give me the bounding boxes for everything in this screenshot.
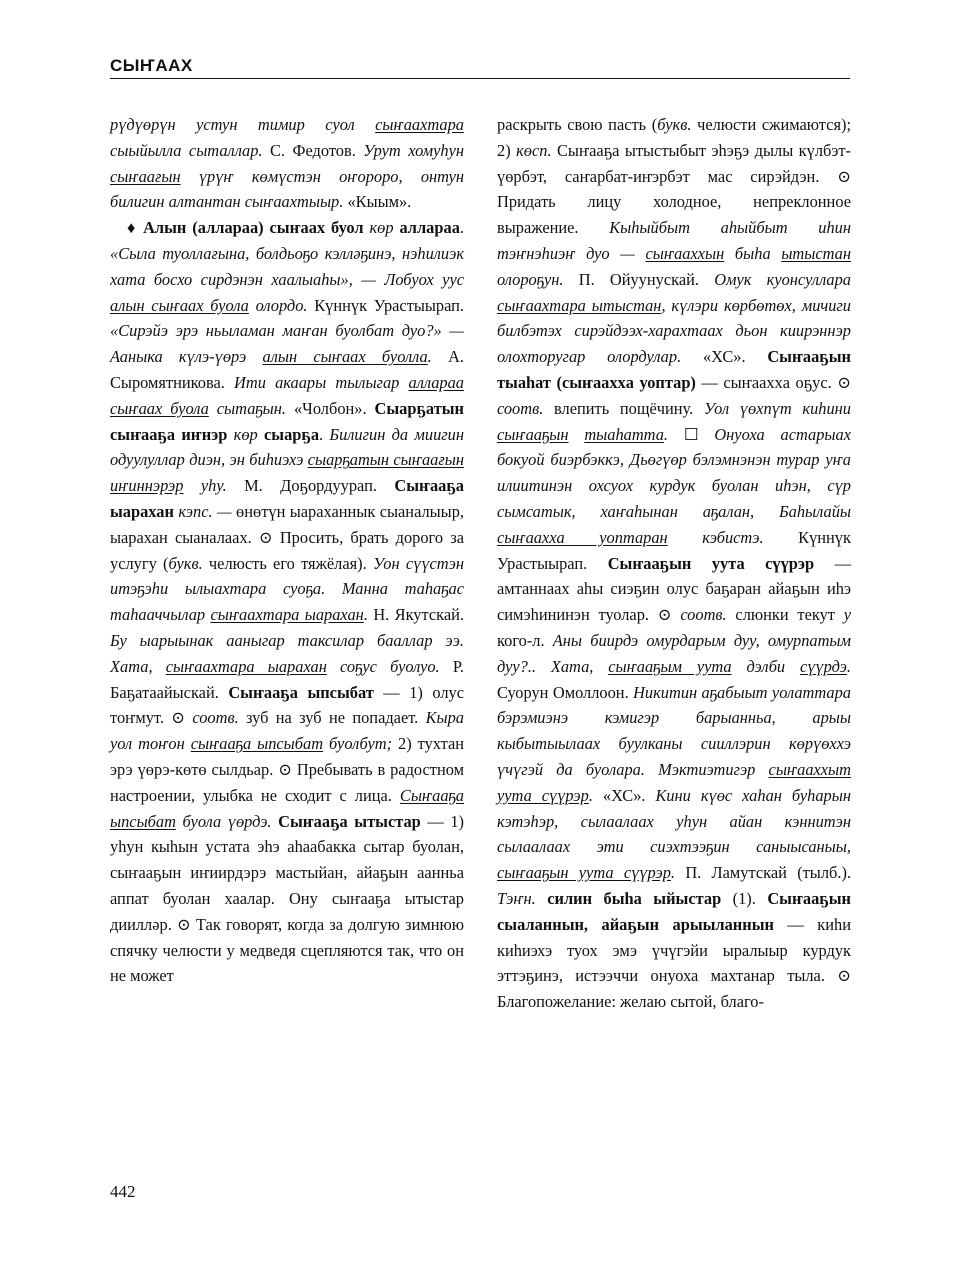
text-run: өнөтүн ыараханнык сыаналыыр, ыарахан сыаналаах. ⊙ Просить, брать дорого за услугу ( <box>110 501 464 573</box>
text-run: . <box>588 785 603 805</box>
paragraph <box>110 215 464 989</box>
text-run: Бу ыарыынак ааныгар таксилар бааллар ээ. Хата, <box>110 630 464 676</box>
text-run: көр <box>227 424 264 444</box>
text-run: влепить пощёчину. <box>543 398 704 418</box>
text-run: — амтаннаах аһы сиэҕин олус баҕаран айаҕын иһэ симэһининэн туолар. ⊙ <box>497 553 851 625</box>
header-rule <box>110 78 850 79</box>
text-run: . <box>427 347 449 367</box>
text-run: соотв. <box>680 605 727 625</box>
text-run: С. Федотов. <box>270 140 364 160</box>
paragraph <box>110 112 464 215</box>
text-run: сыарҕатын сыҥаағын иҥиннэрэр <box>110 450 464 496</box>
text-run: А. Сыромятникова. <box>110 347 464 392</box>
text-run: челюсти сжимаются); 2) <box>497 115 851 160</box>
text-run: «Чолбон». <box>293 398 375 418</box>
text-run: Омук куонсуллара <box>714 269 852 289</box>
text-run: , күлэри көрбөтөх, мичиги билбэтэх сирэйдээх-харахтаах дьон киирэннэр олохторугар олордулар. <box>497 295 851 367</box>
text-run: «ХС». <box>602 785 656 805</box>
text-run: . <box>319 424 330 444</box>
text-run: Сыарҕатын сыҥааҕа иҥнэр <box>110 398 464 444</box>
text-run: . <box>670 863 686 883</box>
text-run: сыҥааҕым уута <box>608 656 732 676</box>
text-run: сыыйылла сыталлар. <box>110 140 270 160</box>
text-run: Сыҥааҕа ыпсыбат <box>110 785 464 831</box>
text-run: «ХС». <box>702 347 768 367</box>
text-run: уһу. <box>183 476 245 496</box>
text-run: «Сыла туоллағына, болдьоҕо кэлләҕинэ, нэһилиэк хата босхо сирдэнэн хаалыаhы», — Лобуох уус <box>110 243 464 289</box>
text-run: ытыстан <box>781 243 851 263</box>
text-run: алларaa <box>399 218 460 238</box>
text-run: Ити акаары тылыгар <box>234 372 409 392</box>
text-run: сыҥааҕын уута сүүрэр <box>497 863 671 883</box>
text-run: Онуоха астарыах бокуой биэрбэккэ, Дьөгүөр бэлэмнэнэн турар уҥа илиитинэн охсуох курдук буолан иһэн, сүр сымсатык, хаҥаһынан аҕалан, Баһылайы <box>497 424 851 521</box>
text-run: . <box>363 605 374 625</box>
text-run: кэпс. — <box>173 501 237 521</box>
running-header: СЫҤААХ <box>110 56 193 75</box>
text-run: — сыҥааххa оҕус. ⊙ <box>695 372 851 392</box>
text-run: тыаһатта <box>584 424 664 444</box>
text-run: дэлби <box>731 656 800 676</box>
left-column <box>110 112 464 989</box>
text-run: алын сыҥаах буолла <box>262 347 428 367</box>
text-run: — киһи киһиэхэ туох эмэ үчүгэйи ыралыыр курдук эттэҕинэ, истээччи онуоха махтанар тыла. ⊙ Благопожелание: желаю сытой, благо- <box>497 914 851 1012</box>
text-run: Уон сүүстэн итэҕэһи ылыахтара суоҕа. Манна таһаҕас таһааччылар <box>110 553 464 625</box>
text-run: ♦ Алын (алларaa) сыҥаах буол <box>127 218 364 238</box>
right-column <box>497 112 851 1015</box>
text-run: раскрыть свою пасть ( <box>497 115 658 134</box>
text-run: силин быһа ыйыстар <box>547 888 722 908</box>
text-run: сыҥаахтара ытыстан <box>497 295 662 315</box>
text-run: сыҥааххa уоптаран <box>497 527 668 547</box>
text-run: үрүҥ көмүстэн оҥороро, онтун билигин алтантан сыҥаахтыыр. <box>110 166 464 212</box>
text-run: Билигин да миигин одуулуллар диэн, эн биһиэхэ <box>110 424 464 470</box>
text-run: олордо. <box>248 295 315 315</box>
text-run: көсп. <box>516 140 552 160</box>
text-run: буолбут; <box>323 734 399 754</box>
text-run: рүдүөрүн устун тимир суол <box>110 115 376 134</box>
text-run: соотв. <box>497 398 544 418</box>
text-run: соҕус буолуо. <box>326 656 453 676</box>
text-run: . <box>846 656 852 676</box>
text-run: Сыҥааҕын уута сүүрэр <box>607 553 815 573</box>
text-run: — 1) олус тоҥмут. ⊙ <box>110 682 464 728</box>
text-run <box>536 889 547 908</box>
text-run: у <box>843 605 852 625</box>
text-run: . <box>459 218 464 238</box>
text-run: сыҥаахтара ыарахан <box>165 656 327 676</box>
text-run: ☐ <box>683 424 715 444</box>
text-run: кэбистэ. <box>667 527 799 547</box>
text-run: сыҥаағын <box>110 166 181 186</box>
text-run: Күннүк Урастыырап. <box>497 527 851 573</box>
text-run: Сыҥааҕын сыаланнын, айаҕын арыыланнын <box>497 888 851 934</box>
text-run: алын сыҥаах буола <box>110 295 249 315</box>
text-run: Кыһыйбыт аһыйбыт иһин тэҥнэһиэҥ дуо — <box>497 218 851 263</box>
text-run: П. Ламутскай (тылб.). <box>685 863 851 883</box>
text-run <box>568 425 584 444</box>
page-number: 442 <box>110 1182 136 1201</box>
text-run: сытаҕын. <box>208 398 294 418</box>
text-run: буола үөрдэ. <box>175 811 279 831</box>
text-run: сыҥаахтара <box>375 115 464 134</box>
text-run: — 1) уһун кыһын устата эһэ аһаабакка сытар буолан, сыҥааҕын иҥиирдэрэ мастыйан, айаҕын аанньа аппат буолан хаалар. Ону сыҥааҕа ытыстар диилләр. ⊙ Так говорят, когда за долгую зимнюю спячку челюсти у медведя сцепляются так, что он не может <box>110 811 464 986</box>
paragraph <box>497 112 851 1015</box>
text-run: сүүрдэ <box>799 656 847 676</box>
text-run: М. Доҕордуурап. <box>244 476 395 496</box>
text-run: сыҥааххын <box>645 243 725 263</box>
text-run: букв. <box>657 115 692 134</box>
text-run: кого-л. <box>497 630 553 650</box>
text-run: Сыҥааҕа ыарахан <box>110 476 464 521</box>
text-run: Суорун Омоллоон. <box>497 682 634 702</box>
text-run: «Кыым». <box>347 192 412 212</box>
text-run: 2) тухтан эрэ үөрэ-көтө сылдьар. ⊙ Пребывать в радостном настроении, улыбка не сходит с лица. <box>110 734 464 805</box>
text-run: Р. Баҕатаайыскай. <box>110 656 465 702</box>
text-run: «Сирэйэ эрэ ньыламан маҥан буолбат дуо?» — Ааныка күлэ-үөрэ <box>110 321 464 367</box>
text-run: быһа <box>724 243 782 263</box>
text-run: Никитин аҕабыыт уолаттара бэрэмиэнэ кэмигэр барыанньа, арыы кыбытыылаах буулканы сииллэрин көрүөххэ үчүгэй да буолара. Мэктиэтигэр <box>497 682 851 779</box>
text-run: Уол үөхпүт киһини <box>703 398 851 418</box>
text-run: . <box>663 424 684 444</box>
text-run: алларaa сыҥаах буола <box>110 372 464 418</box>
text-run: Кини күөс хаһан буһарын кэтэһэр, сылаалаах уһун айан кэннитэн сылаалаах эти сиэхтээҕин саныысаныы, <box>497 785 851 857</box>
text-run: сыҥааххыт уута сүүрэр <box>497 759 851 805</box>
text-run: сыарҕа <box>264 424 320 444</box>
text-run: Кыра уол тоҥон <box>110 708 464 754</box>
text-run: соотв. <box>192 708 239 728</box>
text-run: Н. Якутскай. <box>373 605 464 625</box>
text-run: көр <box>363 218 400 238</box>
text-run: сыҥааҕа ыпсыбат <box>190 734 324 754</box>
text-run: Сыҥааҕа ытыстыбыт эһэҕэ дылы күлбэт-үөрбэт, саҥарбат-иҥэрбэт мас сирэйдэн. ⊙ Придать лицу холодное, непреклонное выражение. <box>497 140 851 238</box>
text-run: слюнки текут <box>726 605 844 625</box>
text-run: сыҥаахтара ыарахан <box>210 605 364 625</box>
text-run: олороҕун. <box>497 269 579 289</box>
text-run: П. Ойуунускай. <box>578 269 715 289</box>
text-run: Урут хомуһун <box>363 140 464 160</box>
text-run: (1). <box>721 888 768 908</box>
text-run: зуб на зуб не попадает. <box>238 708 426 728</box>
text-run: сыҥааҕын <box>497 424 569 444</box>
text-run: Күннүк Урастыырап. <box>314 295 465 315</box>
text-run: челюсть его тяжёлая). <box>202 553 373 573</box>
text-run: Тэҥн. <box>497 888 536 908</box>
text-run: букв. <box>168 553 203 573</box>
text-run: Аны биирдэ омурдарым дуу, омурпатым дуу?.. Хата, <box>497 630 851 676</box>
text-run: Сыҥааҕа ытыстар <box>278 811 421 831</box>
text-run: Сыҥааҕа ыпсыбат <box>228 682 374 702</box>
text-run: Сыҥааҕын тыаһат (сыҥааххa уоптар) <box>497 347 851 392</box>
